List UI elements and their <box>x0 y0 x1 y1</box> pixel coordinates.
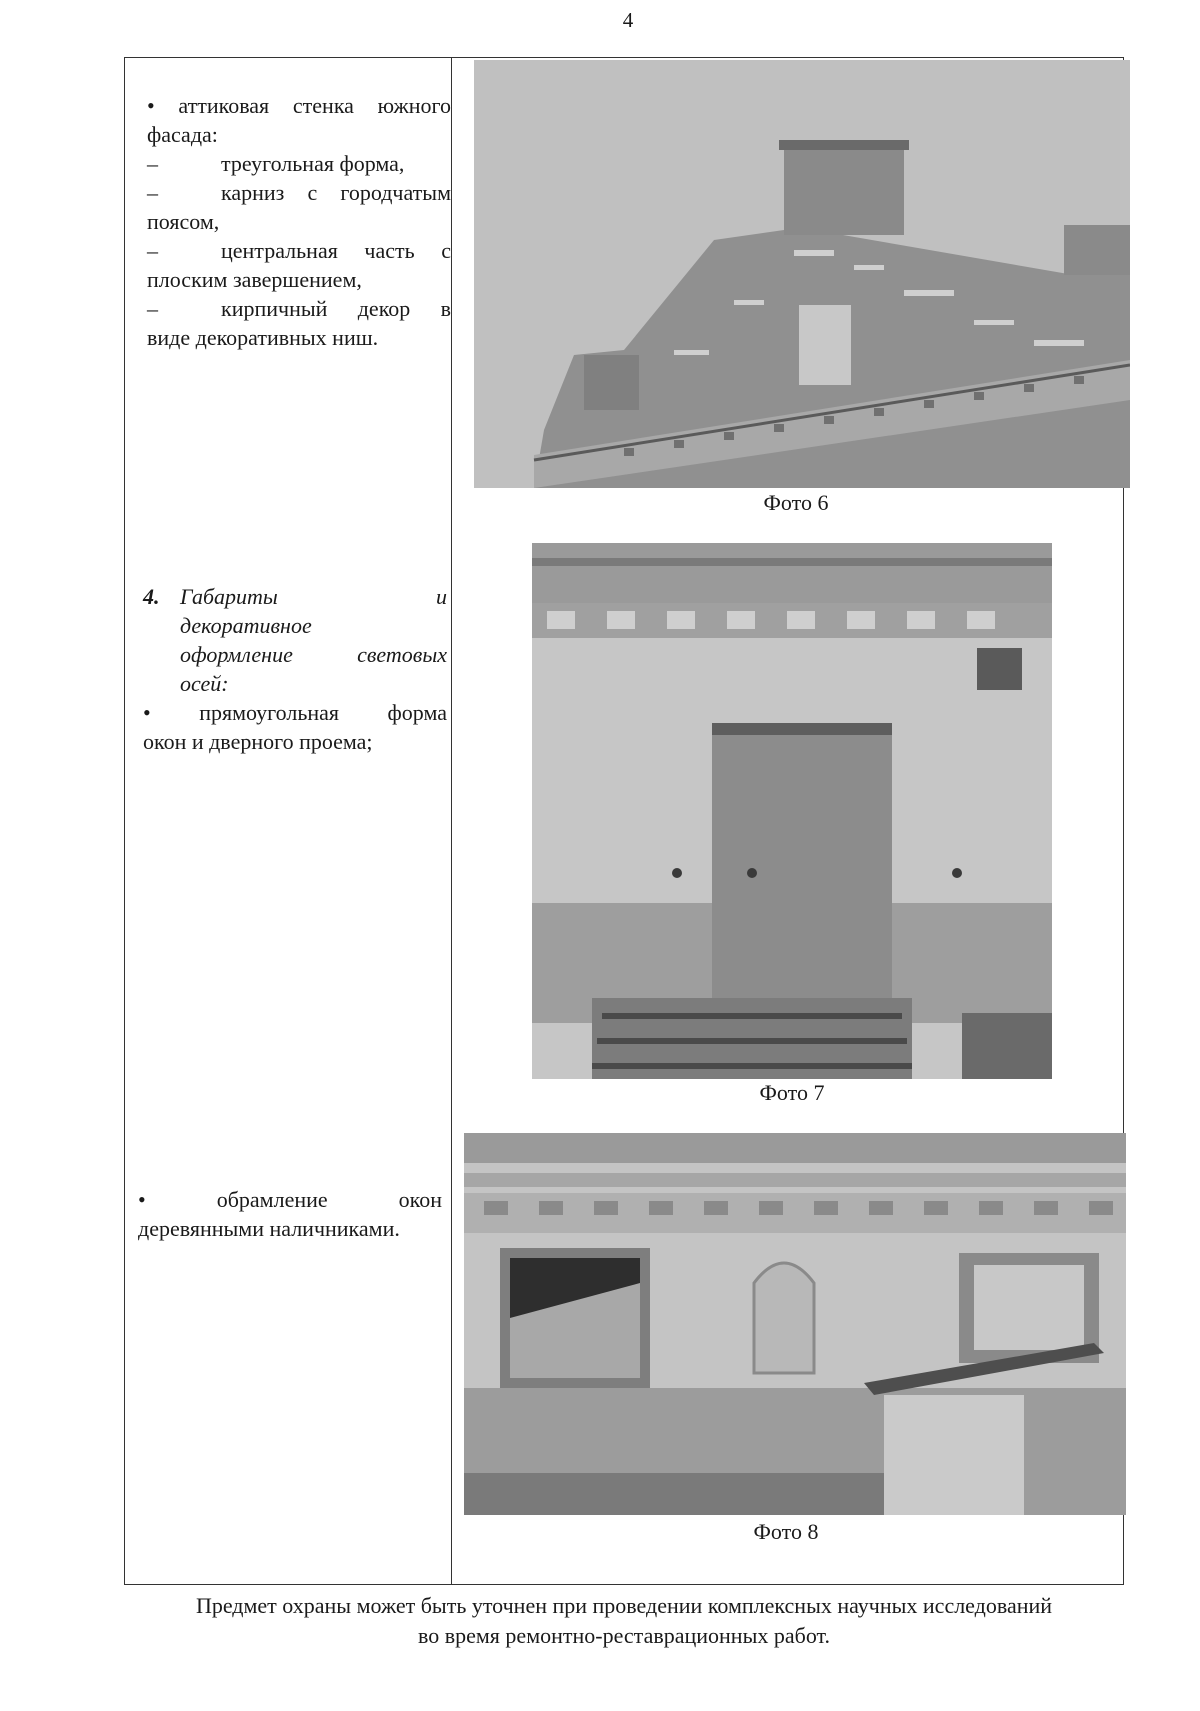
attic-wall-photo <box>474 60 1130 488</box>
section-4-heading-line-3: оформление световых <box>180 642 447 667</box>
attic-item-1-text: треугольная форма, <box>221 151 405 176</box>
section-4-heading-line-4: осей: <box>180 671 229 696</box>
section-4-bullet-line-2: окон и дверного проема; <box>143 729 373 754</box>
dash-marker: – <box>147 180 158 205</box>
photo-6-caption: Фото 6 <box>763 490 829 515</box>
dash-marker: – <box>147 238 158 263</box>
section-4-heading-row <box>143 582 447 611</box>
attic-item-2-text: карниз с городчатым <box>221 180 451 205</box>
attic-item-1 <box>147 149 451 178</box>
frames-bullet-line-2: деревянными наличниками. <box>138 1216 400 1241</box>
section-4-heading-line-1: Габариты и <box>180 584 447 609</box>
section-4-text <box>143 582 447 756</box>
attic-item-3 <box>147 236 451 265</box>
attic-item-4-text: кирпичный декор в <box>221 296 451 321</box>
column-divider <box>451 58 452 1584</box>
attic-item-4 <box>147 294 451 323</box>
attic-bullet-line-1: • аттиковая стенка южного <box>147 93 451 118</box>
section-number: 4. <box>143 584 160 609</box>
footer-line-2: во время ремонтно-реставрационных работ. <box>418 1623 830 1648</box>
dash-marker: – <box>147 296 158 321</box>
attic-wall-text <box>147 91 451 352</box>
doorway-photo <box>532 543 1052 1079</box>
attic-item-2-cont: поясом, <box>147 209 220 234</box>
footer-note <box>124 1591 1124 1651</box>
window-frames-text <box>138 1185 442 1243</box>
attic-item-3-cont: плоским завершением, <box>147 267 362 292</box>
attic-item-4-cont: виде декоративных ниш. <box>147 325 379 350</box>
section-4-heading-line-2: декоративное <box>180 613 312 638</box>
frames-bullet-line-1: • обрамление окон <box>138 1187 442 1212</box>
window-frames-photo <box>464 1133 1126 1515</box>
photo-7-caption: Фото 7 <box>759 1080 825 1105</box>
footer-line-1: Предмет охраны может быть уточнен при проведении комплексных научных исследований <box>195 1593 1053 1618</box>
dash-marker: – <box>147 151 158 176</box>
attic-bullet-line-2: фасада: <box>147 122 218 147</box>
attic-item-3-text: центральная часть с <box>221 238 451 263</box>
page-number: 4 <box>622 8 634 32</box>
attic-item-2 <box>147 178 451 207</box>
photo-8-caption: Фото 8 <box>753 1519 819 1544</box>
section-4-bullet-line-1: • прямоугольная форма <box>143 700 447 725</box>
